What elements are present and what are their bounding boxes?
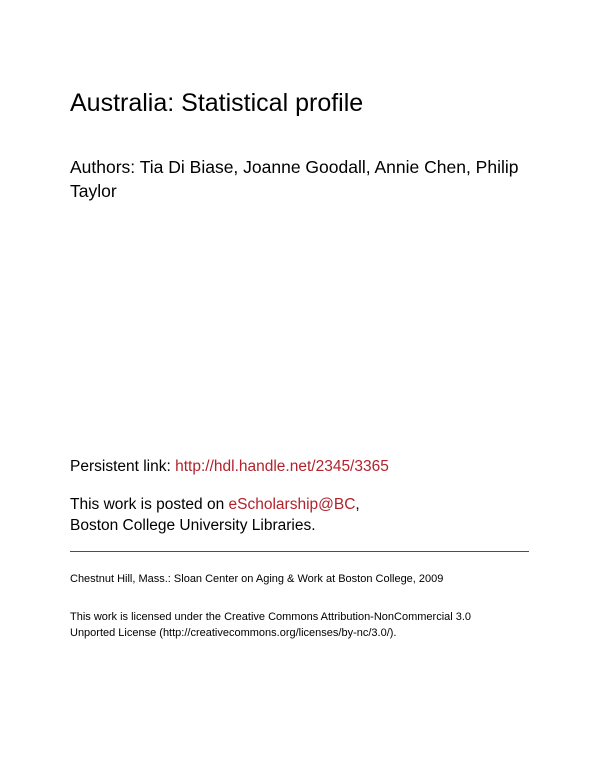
authors-line <box>70 155 540 203</box>
posted-suffix: , <box>355 496 360 513</box>
license-statement <box>70 609 471 641</box>
posted-statement <box>70 494 360 536</box>
posted-line-1 <box>70 494 360 515</box>
divider-line <box>70 551 529 552</box>
citation: Chestnut Hill, Mass.: Sloan Center on Aging & Work at Boston College, 2009 <box>70 573 444 585</box>
license-line-1: This work is licensed under the Creative Commons Attribution-NonCommercial 3.0 <box>70 611 472 623</box>
authors-names: Tia Di Biase, Joanne Goodall, Annie Chen, Philip Taylor <box>70 157 519 201</box>
posted-line-2: Boston College University Libraries. <box>70 517 316 534</box>
document-title: Australia: Statistical profile <box>70 89 364 117</box>
persistent-link[interactable]: http://hdl.handle.net/2345/3365 <box>175 458 389 475</box>
persistent-link-line <box>70 457 389 477</box>
persistent-link-label: Persistent link: <box>70 458 171 475</box>
posted-prefix: This work is posted on <box>70 496 225 513</box>
authors-label: Authors: <box>70 157 136 177</box>
escholarship-link[interactable]: eScholarship@BC <box>228 496 356 513</box>
license-line-2: Unported License (http://creativecommons.org/licenses/by-nc/3.0/). <box>70 627 397 639</box>
